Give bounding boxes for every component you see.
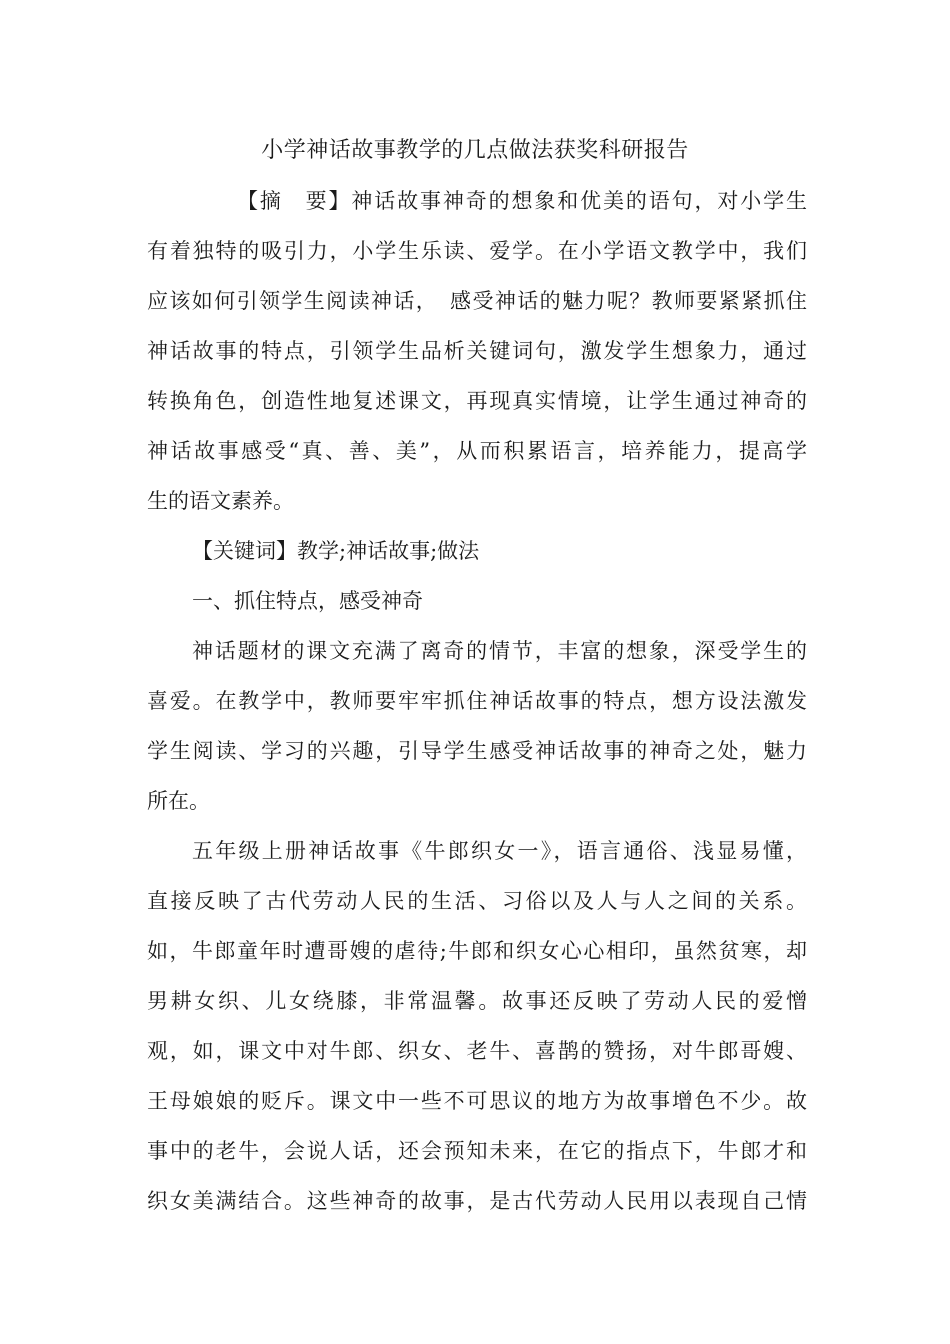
paragraph-2-line-8: 织女美满结合。这些神奇的故事，是古代劳动人民用以表现自己情 [147,1189,807,1213]
abstract-line-1: 【摘 要】神话故事神奇的想象和优美的语句，对小学生 [237,189,807,213]
abstract-line-3: 应该如何引领学生阅读神话， 感受神话的魅力呢？教师要紧紧抓住 [147,289,807,313]
paragraph-2-line-5: 观，如，课文中对牛郎、织女、老牛、喜鹊的赞扬，对牛郎哥嫂、 [147,1039,807,1063]
abstract-line-7: 生的语文素养。 [147,489,294,513]
abstract-line-6: 神话故事感受“真、善、美”，从而积累语言，培养能力，提高学 [147,439,807,463]
keywords-line: 【关键词】教学;神话故事;做法 [192,539,480,563]
paragraph-2-line-1: 五年级上册神话故事《牛郎织女一》，语言通俗、浅显易懂， [192,839,807,863]
paragraph-1-line-3: 学生阅读、学习的兴趣，引导学生感受神话故事的神奇之处，魅力 [147,739,807,763]
document-title: 小学神话故事教学的几点做法获奖科研报告 [261,138,689,163]
abstract-line-5: 转换角色，创造性地复述课文，再现真实情境，让学生通过神奇的 [147,389,807,413]
paragraph-2-line-3: 如，牛郎童年时遭哥嫂的虐待;牛郎和织女心心相印，虽然贫寒，却 [147,939,807,963]
paragraph-2-line-7: 事中的老牛，会说人话，还会预知未来，在它的指点下，牛郎才和 [147,1139,807,1163]
section-heading: 一、抓住特点，感受神奇 [192,589,423,613]
paragraph-2-line-6: 王母娘娘的贬斥。课文中一些不可思议的地方为故事增色不少。故 [147,1089,807,1113]
abstract-line-4: 神话故事的特点，引领学生品析关键词句，激发学生想象力，通过 [147,339,807,363]
paragraph-1-line-2: 喜爱。在教学中，教师要牢牢抓住神话故事的特点，想方设法激发 [147,689,807,713]
paragraph-1-line-4: 所在。 [147,789,210,813]
paragraph-2-line-4: 男耕女织、儿女绕膝，非常温馨。故事还反映了劳动人民的爱憎 [147,989,807,1013]
paragraph-2-line-2: 直接反映了古代劳动人民的生活、习俗以及人与人之间的关系。 [147,889,807,913]
paragraph-1-line-1: 神话题材的课文充满了离奇的情节，丰富的想象，深受学生的 [192,639,807,663]
abstract-line-2: 有着独特的吸引力，小学生乐读、爱学。在小学语文教学中，我们 [147,239,807,263]
